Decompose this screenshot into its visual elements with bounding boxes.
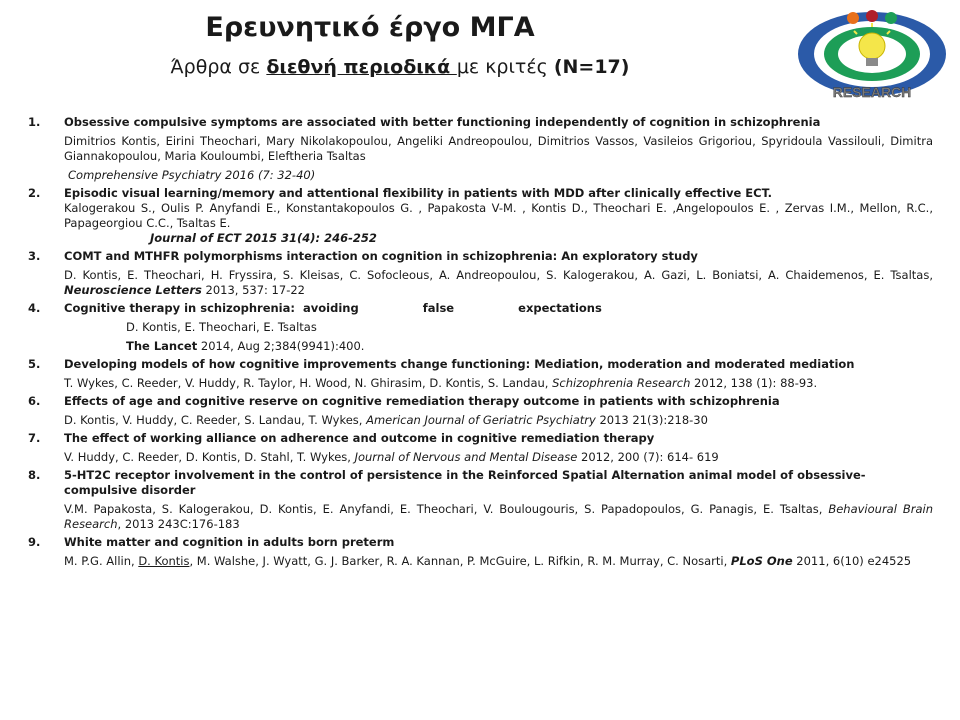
subtitle-emphasis: διεθνή περιοδικά (266, 56, 457, 78)
journal-name: Neuroscience Letters (64, 283, 202, 297)
publication-title: Episodic visual learning/memory and attentional flexibility in patients with MDD after clinically effective ECT. (64, 186, 773, 200)
publication-title: Obsessive compulsive symptoms are associated with better functioning independently of cognition in schizophrenia (64, 115, 821, 129)
publication-authors: D. Kontis, E. Theochari, H. Fryssira, S. Kleisas, C. Sofocleous, A. Andreopoulou, S. Kalogerakou, A. Gazi, L. Boniatsi, A. Chaidemenos, E. Tsaltas, (64, 268, 933, 282)
publication-authors-line (64, 376, 933, 391)
journal-name: Journal of ECT 2015 31(4): 246-252 (150, 231, 377, 245)
journal-name: PLoS One (730, 554, 793, 568)
subtitle-count: (N=17) (553, 56, 630, 78)
publication-authors: D. Kontis, V. Huddy, C. Reeder, S. Landau, T. Wykes, (64, 413, 367, 427)
publication-item (28, 431, 933, 465)
logo-dot-red (866, 10, 878, 22)
publication-authors-line (64, 413, 933, 428)
item-number: 8. (28, 468, 41, 482)
logo-dot-orange (847, 12, 859, 24)
publication-item (28, 535, 933, 569)
item-number: 9. (28, 535, 41, 549)
publication-list (28, 115, 933, 572)
publication-title: White matter and cognition in adults born preterm (64, 535, 395, 549)
publication-authors: V. Huddy, C. Reeder, D. Kontis, D. Stahl, T. Wykes, (64, 450, 355, 464)
publication-journal-line (64, 231, 933, 246)
journal-name: American Journal of Geriatric Psychiatry (366, 413, 596, 427)
publication-authors: D. Kontis, E. Theochari, E. Tsaltas (126, 320, 317, 334)
publication-authors: T. Wykes, C. Reeder, V. Huddy, R. Taylor, H. Wood, N. Ghirasim, D. Kontis, S. Landau, (64, 376, 553, 390)
subtitle-middle: με κριτές (456, 56, 554, 78)
journal-details: 2012, 200 (7): 614- 619 (577, 450, 719, 464)
journal-name: Comprehensive Psychiatry 2016 (7: 32-40) (68, 168, 316, 182)
item-number: 3. (28, 249, 41, 263)
logo-text: RESEARCH (832, 84, 912, 100)
item-number: 2. (28, 186, 41, 200)
journal-details: , 2013 243C:176-183 (117, 517, 240, 531)
item-number: 4. (28, 301, 41, 315)
journal-details: 2013, 537: 17-22 (201, 283, 305, 297)
publication-title: Effects of age and cognitive reserve on cognitive remediation therapy outcome in patients with schizophrenia (64, 394, 780, 408)
publication-item (28, 468, 933, 532)
publication-item (28, 249, 933, 298)
item-number: 6. (28, 394, 41, 408)
slide-subtitle (0, 56, 800, 78)
item-number: 5. (28, 357, 41, 371)
journal-name: Schizophrenia Research (552, 376, 691, 390)
publication-item (28, 301, 933, 354)
publication-authors: , M. Walshe, J. Wyatt, G. J. Barker, R. A. Kannan, P. McGuire, L. Rifkin, R. M. Murray, C. Nosarti, (189, 554, 731, 568)
journal-details: 2011, 6(10) e24525 (792, 554, 912, 568)
research-logo (794, 10, 950, 100)
journal-name: Journal of Nervous and Mental Disease (354, 450, 578, 464)
journal-name: The Lancet (126, 339, 198, 353)
logo-dot-green (885, 12, 897, 24)
item-number: 1. (28, 115, 41, 129)
publication-authors: V.M. Papakosta, S. Kalogerakou, D. Kontis, E. Anyfandi, E. Theochari, V. Boulougouris, S. Papadopoulos, G. Panagis, E. Tsaltas, (64, 502, 829, 516)
publication-title: COMT and MTHFR polymorphisms interaction on cognition in schizophrenia: An exploratory study (64, 249, 698, 263)
highlighted-author: D. Kontis (138, 554, 190, 568)
publication-authors-line (64, 502, 933, 532)
publication-title: Cognitive therapy in schizophrenia: avoiding false expectations (64, 301, 602, 315)
publication-title: Developing models of how cognitive improvements change functioning: Mediation, moderation and moderated mediation (64, 357, 855, 371)
publication-item (28, 186, 933, 246)
journal-name: Behavioural Brain Research (64, 502, 934, 531)
publication-item (28, 394, 933, 428)
publication-authors-line (64, 450, 933, 465)
publication-title: The effect of working alliance on adherence and outcome in cognitive remediation therapy (64, 431, 655, 445)
publication-journal-line (64, 339, 933, 354)
publication-authors-line (64, 268, 933, 298)
publication-authors: Kalogerakou S., Oulis P. Anyfandi E., Konstantakopoulos G. , Papakosta V-M. , Kontis D., Theochari E. ,Angelopoulos E. , Zervas I.M., Mellon, R.C., Papageorgiou C.C., Tsaltas E. (64, 201, 933, 230)
subtitle-prefix: Άρθρα σε (170, 56, 267, 78)
publication-authors-prefix: M. P.G. Allin, (64, 554, 139, 568)
publication-authors-line (64, 554, 933, 569)
publication-item (28, 115, 933, 183)
journal-details: 2012, 138 (1): 88-93. (690, 376, 818, 390)
slide-title: Ερευνητικό έργο ΜΓΑ (205, 12, 535, 43)
journal-details: 2014, Aug 2;384(9941):400. (197, 339, 365, 353)
publication-authors: Dimitrios Kontis, Eirini Theochari, Mary Nikolakopoulou, Angeliki Andreopoulou, Dimitrios Vassos, Vasileios Grigoriou, Spyridoula Vassilouli, Dimitra Giannakopoulou, Maria Kouloumbi, Eleftheria Tsaltas (64, 134, 933, 163)
journal-details: 2013 21(3):218-30 (595, 413, 708, 427)
item-number: 7. (28, 431, 41, 445)
publication-item (28, 357, 933, 391)
publication-title: 5-HT2C receptor involvement in the control of persistence in the Reinforced Spatial Alternation animal model of obsessive-compulsive disorder (64, 468, 866, 497)
publication-journal-line (64, 168, 933, 183)
